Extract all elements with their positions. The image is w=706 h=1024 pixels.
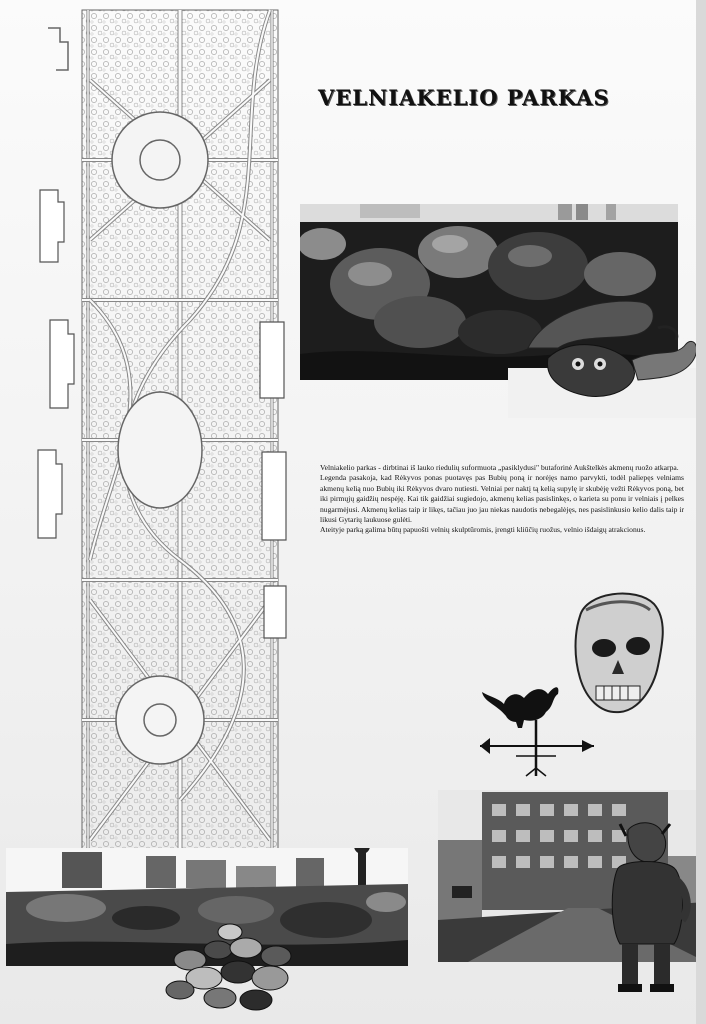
poster-edge: [696, 0, 706, 1024]
devil-statue: [600, 820, 692, 996]
pebble-pile: [160, 920, 310, 1014]
poster-title: VELNIAKELIO PARKAS: [318, 85, 610, 110]
devil-creature-illustration: [508, 288, 704, 418]
paragraph-legend: Legenda pasakoja, kad Rėkyvos ponas puotavęs pas Bubių poną ir norėjęs namo parvykti, todėl paliepęs velniams akmenų kelią nuo Bubių iki Rėkyvos dvaro nutiesti. Velniai per naktį tą kelią supylę ir skubėję vežti Rėkyvos poną, bet iki pirmųjų gaidžių nespėję. Kai tik gaidžiai sugiedojo, akmenų kelias pasislinkęs, o karieta su ponu ir velniais į pelkes nugarmėjusi. Akmenų kelias taip ir likęs, tačiau juo jau niekas naudotis nebegalėjęs, nes pasislinkusio kelio dalis taip ir likusi Gytarių laukuose gulėti.: [320, 473, 684, 525]
paragraph-intro: Velniakelio parkas - dirbtinai iš lauko riedulių suformuota „pasiklydusi" butaforinė Aukštelkės akmenų ruožo atkarpa.: [320, 463, 679, 472]
paragraph-future: Ateityje parką galima būtų papuošti velnių skulptūromis, įrengti kliūčių ruožus, velnio išdaigų atrakcionus.: [320, 525, 646, 535]
description-text: [320, 463, 684, 536]
site-plan-drawing: [30, 0, 300, 880]
rooster-weather-vane: [476, 676, 600, 786]
